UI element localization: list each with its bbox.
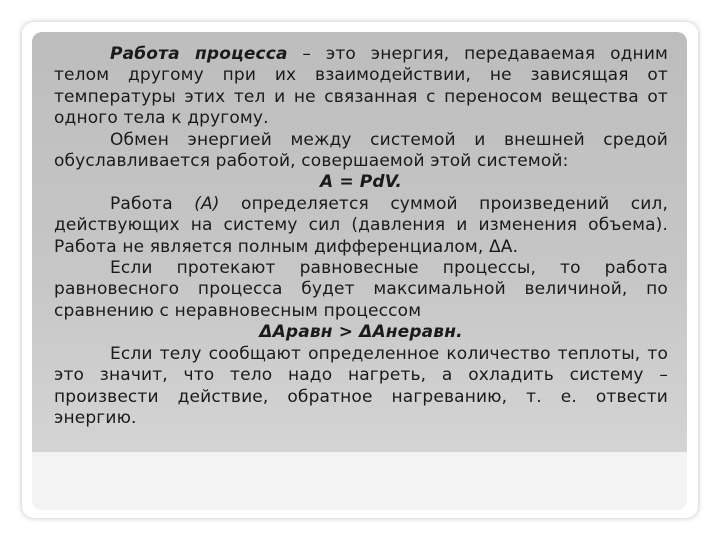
paragraph-equilibrium: Если протекают равновесные процессы, то работа равновесного процесса будет максимальной величиной, по сравнению с неравновесным процессом [54,258,668,321]
paragraph-energy-exchange: Обмен энергией между системой и внешней средой обуславливается работой, совершаемой этой системой: [54,129,668,172]
work-symbol: (А) [194,193,220,214]
formula-work: A = PdV. [319,172,403,193]
formula-equilibrium: ΔАравн > ΔАнеравн. [259,322,463,343]
work-sum-lead: Работа [110,193,195,214]
slide-text [54,44,668,429]
paragraph-work-definition [54,44,668,130]
panel-bottom-band [32,452,687,510]
work-definition-text: – это энергия, передаваемая одним телом другому при их взаимодействии, не зависящая от температуры этих тел и не связанная с переносом вещества от одного тела к другому. [54,44,668,129]
term-work-process: Работа процесса [110,44,288,64]
work-sum-text: определяется суммой произведений сил, действующих на систему сил (давления и изменения объема). Работа не является полным дифференциалом, ΔА. [54,193,668,257]
paragraph-work-sum [54,194,668,258]
paragraph-heat: Если телу сообщают определенное количество теплоты, то это значит, что тело надо нагреть, а охладить систему – произвести действие, обратное нагреванию, т. е. отвести энергию. [54,343,668,428]
